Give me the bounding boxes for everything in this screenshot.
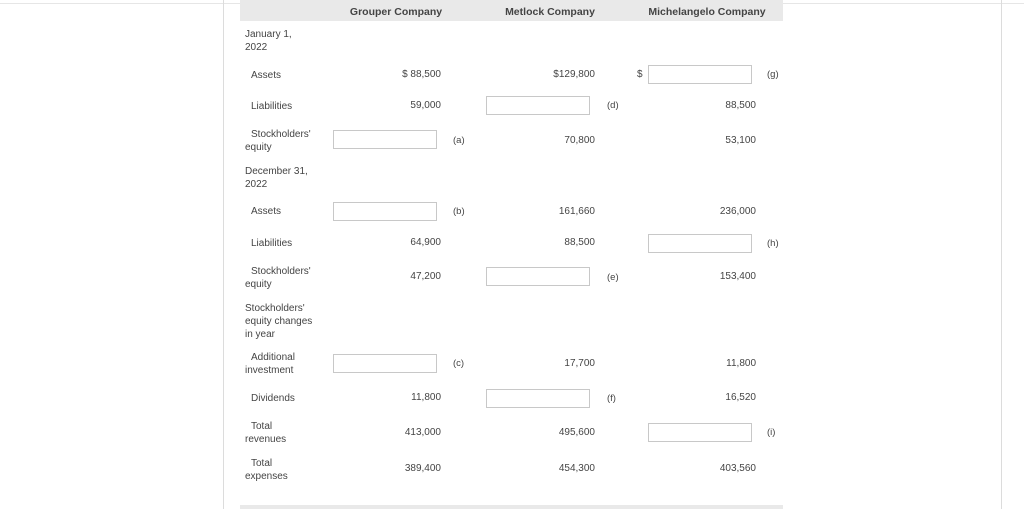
dollar-sign: $	[637, 69, 643, 80]
input-f[interactable]	[486, 389, 590, 408]
value-grouper-expenses: 389,400	[404, 463, 441, 474]
value-michelangelo-equity-jan: 53,100	[725, 135, 756, 146]
value-grouper-liabilities-jan: 59,000	[410, 100, 441, 111]
row-label-dividends: Dividends	[251, 393, 295, 404]
input-d[interactable]	[486, 96, 590, 115]
tag-d: (d)	[607, 100, 619, 111]
input-b[interactable]	[333, 202, 437, 221]
section-january: January 1, 2022	[245, 29, 292, 53]
value-michelangelo-investment: 11,800	[726, 358, 756, 369]
input-h[interactable]	[648, 234, 752, 253]
row-label-liabilities-jan: Liabilities	[251, 101, 293, 112]
input-i[interactable]	[648, 423, 752, 442]
value-grouper-revenues: 413,000	[404, 427, 441, 438]
section-december: December 31, 2022	[245, 166, 308, 190]
value-michelangelo-equity-dec: 153,400	[719, 271, 756, 282]
input-a[interactable]	[333, 130, 437, 149]
tag-a: (a)	[453, 135, 465, 146]
value-michelangelo-assets-dec: 236,000	[719, 206, 756, 217]
row-label-investment: Additional investment	[245, 352, 295, 376]
section-equity-changes: Stockholders' equity changes in year	[245, 303, 313, 340]
row-label-assets-jan: Assets	[251, 70, 282, 81]
row-label-expenses: Total expenses	[245, 458, 288, 482]
value-metlock-liabilities-dec: 88,500	[564, 237, 595, 248]
value-grouper-dividends: 11,800	[411, 392, 441, 403]
value-michelangelo-dividends: 16,520	[725, 392, 756, 403]
table-footer	[240, 505, 783, 509]
tag-g: (g)	[767, 69, 779, 80]
input-g[interactable]	[648, 65, 752, 84]
value-michelangelo-liabilities-jan: 88,500	[725, 100, 756, 111]
tag-h: (h)	[767, 238, 779, 249]
value-grouper-assets-jan: $ 88,500	[402, 69, 441, 80]
input-e[interactable]	[486, 267, 590, 286]
content-frame	[223, 0, 1002, 509]
value-grouper-liabilities-dec: 64,900	[410, 237, 441, 248]
row-label-equity-jan: Stockholders' equity	[245, 129, 311, 153]
value-metlock-equity-jan: 70,800	[564, 135, 595, 146]
column-header-grouper: Grouper Company	[349, 6, 443, 18]
row-label-liabilities-dec: Liabilities	[251, 238, 293, 249]
tag-b: (b)	[453, 206, 465, 217]
tag-e: (e)	[607, 272, 619, 283]
column-header-metlock: Metlock Company	[505, 6, 595, 18]
value-grouper-equity-dec: 47,200	[410, 271, 441, 282]
value-metlock-assets-jan: $129,800	[553, 69, 595, 80]
tag-c: (c)	[453, 358, 465, 369]
input-c[interactable]	[333, 354, 437, 373]
row-label-assets-dec: Assets	[251, 206, 282, 217]
value-metlock-investment: 17,700	[564, 358, 595, 369]
value-metlock-assets-dec: 161,660	[558, 206, 595, 217]
value-metlock-expenses: 454,300	[558, 463, 595, 474]
tag-f: (f)	[607, 393, 616, 404]
value-metlock-revenues: 495,600	[558, 427, 595, 438]
column-header-michelangelo: Michelangelo Company	[648, 6, 766, 18]
row-label-equity-dec: Stockholders' equity	[245, 266, 311, 290]
row-label-revenues: Total revenues	[245, 421, 287, 445]
value-michelangelo-expenses: 403,560	[719, 463, 756, 474]
tag-i: (i)	[767, 427, 776, 438]
